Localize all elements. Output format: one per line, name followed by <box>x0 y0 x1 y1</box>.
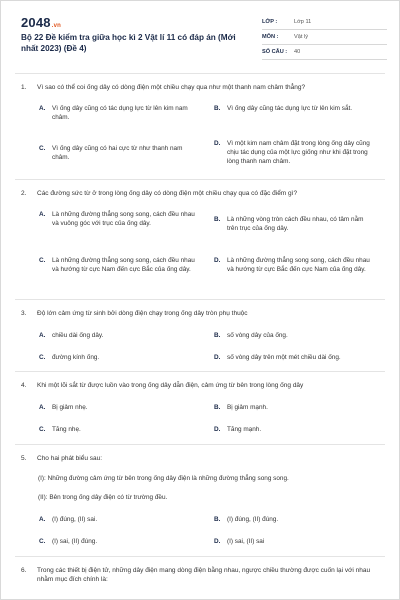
option-text: (I) đúng, (II) sai. <box>52 516 98 523</box>
header <box>15 13 385 68</box>
option-c[interactable] <box>39 537 199 546</box>
option-d[interactable] <box>214 139 374 166</box>
site-logo[interactable] <box>21 15 61 30</box>
option-letter: D. <box>214 140 221 147</box>
option-a[interactable] <box>39 210 199 228</box>
statement-2: (II): Bên trong ống dây điện có từ trường đều. <box>38 494 168 501</box>
option-letter: D. <box>214 354 221 361</box>
question-5 <box>21 454 381 463</box>
option-letter: A. <box>39 404 46 411</box>
statement-1: (I): Những đường cảm ứng từ bên trong ống dây điện là những đường thẳng song song. <box>38 475 289 482</box>
divider <box>15 299 385 300</box>
meta-value: Lớp 11 <box>294 19 312 25</box>
option-letter: D. <box>214 426 221 433</box>
option-b[interactable] <box>214 331 374 340</box>
question-3 <box>21 309 381 318</box>
option-letter: D. <box>214 538 221 545</box>
option-letter: B. <box>214 332 221 339</box>
option-b[interactable] <box>214 515 374 524</box>
question-number: 3. <box>21 310 27 317</box>
option-a[interactable] <box>39 403 199 412</box>
option-c[interactable] <box>39 144 199 162</box>
divider <box>15 556 385 557</box>
option-text: (I) sai, (II) đúng. <box>52 538 98 545</box>
logo-main: 2048 <box>21 15 51 30</box>
option-text: Là những vòng tròn cách đều nhau, có tâm nằm trên trục của ống dây. <box>227 216 364 232</box>
meta-label: SỐ CÂU : <box>262 49 288 55</box>
divider <box>15 73 385 74</box>
question-1 <box>21 83 381 92</box>
option-letter: A. <box>39 516 46 523</box>
option-a[interactable] <box>39 331 199 340</box>
question-number: 1. <box>21 84 27 91</box>
option-letter: B. <box>214 516 221 523</box>
option-letter: C. <box>39 538 46 545</box>
option-letter: B. <box>214 404 221 411</box>
option-letter: A. <box>39 211 46 218</box>
question-number: 2. <box>21 190 27 197</box>
question-number: 4. <box>21 382 27 389</box>
option-letter: B. <box>214 216 221 223</box>
meta-row-subject <box>262 30 387 45</box>
question-text: Các đường sức từ ở trong lòng ống dây có dòng điện một chiều chạy qua có đặc điểm gì? <box>37 190 298 197</box>
option-text: Là những đường thẳng song song, cách đều nhau và vuông góc với trục của ống dây. <box>52 211 195 227</box>
option-letter: C. <box>39 257 46 264</box>
divider <box>15 444 385 445</box>
meta-table <box>262 15 387 60</box>
option-b[interactable] <box>214 104 374 113</box>
divider <box>15 371 385 372</box>
question-text: Khi một lõi sắt từ được luồn vào trong ống dây dẫn điện, cảm ứng từ bên trong lòng ống dây <box>37 382 304 389</box>
question-text: Trong các thiết bị điện tử, những dây điện mang dòng điện bằng nhau, ngược chiều thường được cuốn lại với nhau nhằm mục đích chính là: <box>37 567 371 583</box>
option-text: Vì một kim nam châm đặt trong lòng ống dây cũng chịu tác dụng của một lực giống như khi đặt trong lòng thanh nam châm. <box>227 140 370 165</box>
option-c[interactable] <box>39 353 199 362</box>
option-d[interactable] <box>214 256 374 274</box>
question-number: 5. <box>21 455 27 462</box>
option-text: đường kính ống. <box>52 354 100 361</box>
option-text: Vì ống dây cũng có tác dụng lực từ lên kim nam châm. <box>52 105 188 121</box>
meta-label: LỚP : <box>262 19 278 25</box>
meta-row-class <box>262 15 387 30</box>
option-d[interactable] <box>214 353 374 362</box>
option-letter: A. <box>39 105 46 112</box>
option-text: Là những đường thẳng song song, cách đều nhau và hướng từ cực Bắc đến cực Nam của ống dây. <box>227 257 370 273</box>
question-4 <box>21 381 381 390</box>
question-6 <box>21 566 381 584</box>
option-c[interactable] <box>39 256 199 274</box>
option-letter: C. <box>39 426 46 433</box>
option-text: (I) đúng, (II) đúng. <box>227 516 279 523</box>
option-d[interactable] <box>214 425 374 434</box>
option-letter: A. <box>39 332 46 339</box>
question-2 <box>21 189 381 198</box>
option-letter: C. <box>39 145 46 152</box>
meta-label: MÔN : <box>262 34 279 40</box>
option-a[interactable] <box>39 104 199 122</box>
option-b[interactable] <box>214 403 374 412</box>
option-c[interactable] <box>39 425 199 434</box>
page-title: Bộ 22 Đề kiểm tra giữa học kì 2 Vật lí 11 có đáp án (Mới nhất 2023) (Đề 4) <box>21 33 236 53</box>
option-d[interactable] <box>214 537 374 546</box>
question-text: Vì sao có thể coi ống dây có dòng điện một chiều chạy qua như một thanh nam châm thẳng? <box>37 84 306 91</box>
option-text: Vì ống dây cũng tác dụng lực từ lên kim sắt. <box>227 105 353 112</box>
option-text: Tăng mạnh. <box>227 426 262 433</box>
option-letter: C. <box>39 354 46 361</box>
option-letter: B. <box>214 105 221 112</box>
option-text: Là những đường thẳng song song, cách đều nhau và hướng từ cực Nam đến cực Bắc của ống dây. <box>52 257 195 273</box>
meta-value: 40 <box>294 49 301 55</box>
question-text: Độ lớn cảm ứng từ sinh bởi dòng điện chạy trong ống dây tròn phụ thuộc <box>37 310 248 317</box>
option-letter: D. <box>214 257 221 264</box>
meta-value: Vật lý <box>294 34 308 40</box>
divider <box>15 179 385 180</box>
option-a[interactable] <box>39 515 199 524</box>
option-text: Bị giảm mạnh. <box>227 404 268 411</box>
option-text: Tăng nhẹ. <box>52 426 81 433</box>
option-text: (I) sai, (II) sai <box>227 538 265 545</box>
question-text: Cho hai phát biểu sau: <box>37 455 103 462</box>
question-number: 6. <box>21 567 27 574</box>
option-text: Vì ống dây cũng có hai cực từ như thanh nam châm. <box>52 145 183 161</box>
option-text: chiều dài ống dây. <box>52 332 104 339</box>
option-b[interactable] <box>214 215 374 233</box>
option-text: số vòng dây trên một mét chiều dài ống. <box>227 354 341 361</box>
logo-tld: .vn <box>51 23 62 29</box>
meta-row-count <box>262 45 387 60</box>
option-text: Bị giảm nhẹ. <box>52 404 88 411</box>
option-text: số vòng dây của ống. <box>227 332 288 339</box>
